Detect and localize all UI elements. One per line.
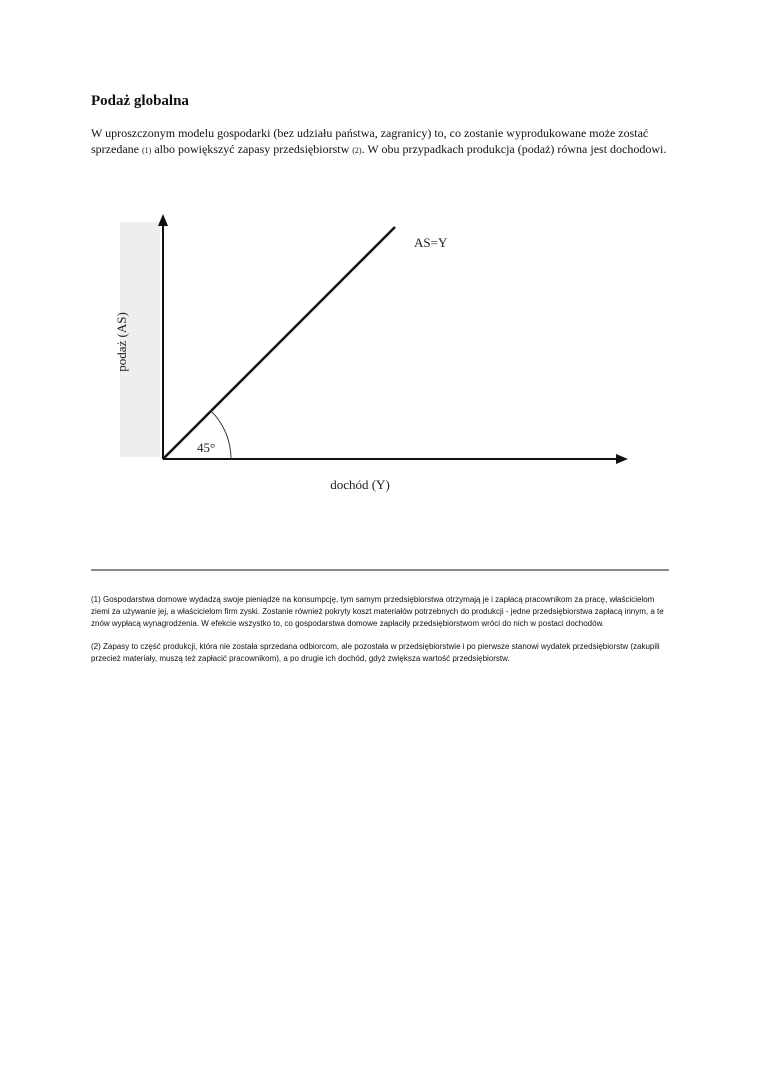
- chart-svg: [114, 212, 640, 502]
- intro-text-3: . W obu przypadkach produkcja (podaż) równa jest dochodowi.: [361, 142, 667, 156]
- footnote-ref-1[interactable]: (1): [141, 146, 152, 155]
- y-axis-arrow: [158, 214, 168, 226]
- footnote-1: (1) Gospodarstwa domowe wydadzą swoje pieniądze na konsumpcję, tym samym przedsiębiorstwa otrzymają je i zapłacą pracownikom za pracę, właścicielom ziemi za używanie jej, a właścicielom firm zyski. Zostanie również pokryty koszt materiałów potrzebnych do produkcji - jedne przedsiębiorstwa zapłacą innym, a te znów wypłacą wynagrodzenia. W efekcie wszystko to, co gospodarstwa domowe zapłaciły przedsiębiorstwom wróci do nich w postaci dochodów.: [91, 595, 664, 628]
- supply-chart: [114, 212, 640, 502]
- angle-label: 45°: [197, 440, 216, 455]
- y-axis-label: podaż (AS): [114, 312, 129, 372]
- intro-paragraph: [91, 125, 676, 159]
- footnotes: [91, 594, 669, 676]
- series-label: AS=Y: [414, 235, 448, 250]
- page-title: Podaż globalna: [91, 93, 189, 109]
- intro-text-1: W uproszczonym modelu gospodarki (bez udziału państwa, zagranicy) to, co zostanie wyprodukowane może zostać sprzedane: [91, 126, 649, 156]
- intro-text-2: albo powiększyć zapasy przedsiębiorstw: [151, 142, 353, 156]
- footnote-2: (2) Zapasy to część produkcji, która nie została sprzedana odbiorcom, ale pozostała w przedsiębiorstwie i po pierwsze stanowi wydatek przedsiębiorstw (zakupili przecież materiały, muszą też zapłacić pracownikom), a po drugie ich dochód, gdyż zwiększa wartość przedsiębiorstw.: [91, 642, 660, 663]
- footnote-ref-2[interactable]: (2): [352, 146, 362, 155]
- as-line: [163, 227, 395, 459]
- footnote-divider: [91, 569, 669, 571]
- x-axis-arrow: [616, 454, 628, 464]
- x-axis-label: dochód (Y): [330, 477, 390, 492]
